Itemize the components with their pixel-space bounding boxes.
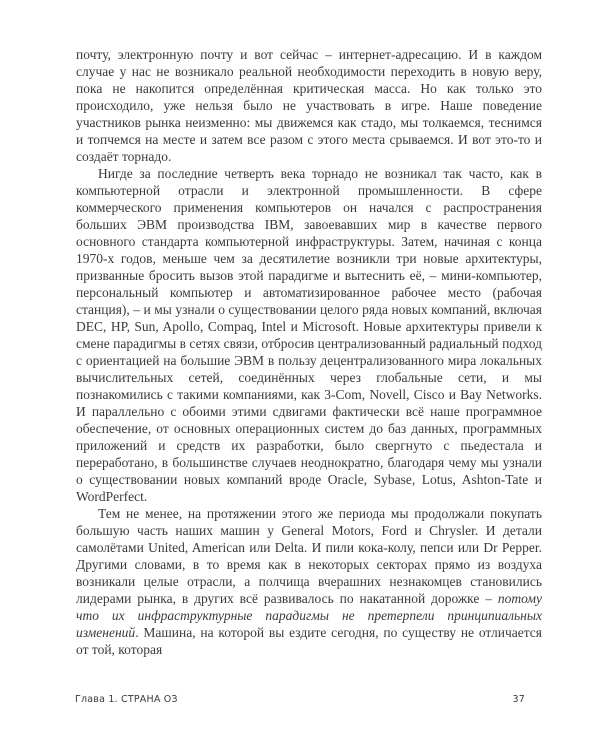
body-text [76, 46, 542, 658]
paragraph-text-after-italic: . Машина, на которой вы ездите сегодня, по существу не отличается от той, которая [76, 625, 542, 657]
paragraph-stable-industries [76, 505, 542, 658]
chapter-title: Глава 1. СТРАНА ОЗ [75, 694, 178, 705]
paragraph-continuation: почту, электронную почту и вот сейчас – интернет-адресацию. И в каждом случае у нас не возникало реальной необходимости переходить в новую веру, пока не накопится определённая критическая масса. Но как только это происходило, уже нельзя было не участвовать в игре. Наше поведение участников рынка неизменно: мы движемся как стадо, мы толкаемся, теснимся и топчемся на месте и затем все разом с этого места срываемся. И вот это-то и создаёт торнадо. [76, 47, 542, 164]
paragraph-text-before-italic: Тем не менее, на протяжении этого же периода мы продолжали покупать большую часть наших машин у General Motors, Ford и Chrysler. И детали самолётами United, American или Delta. И пили кока-колу, пепси или Dr Pepper. Другими словами, в то время как в некоторых секторах прямо из воздуха возникали целые отрасли, а полчища вчерашних незнакомцев становились лидерами рынка, в других всё развивалось по накатанной дорожке – [76, 506, 542, 606]
italic-emphasis: потому что их инфраструктурные парадигмы не претерпели принципиальных изменений [76, 591, 542, 640]
paragraph-tornado-history: Нигде за последние четверть века торнадо не возникал так часто, как в компьютерной отрасли и электронной промышленности. В сфере коммерческого применения компьютеров он начался с распространения больших ЭВМ производства IBM, завоевавших мир в качестве первого основного стандарта компьютерной инфраструктуры. Затем, начиная с конца 1970-х годов, меньше чем за десятилетие возникли три новые архитектуры, призванные бросить вызов этой парадигме и вытеснить её, – мини-компьютер, персональный компьютер и автоматизированное рабочее место (рабочая станция), – и мы узнали о существовании целого ряда новых компаний, включая DEC, HP, Sun, Apollo, Compaq, Intel и Microsoft. Новые архитектуры привели к смене парадигмы в сетях связи, отбросив централизованный радиальный подход с ориентацией на большие ЭВМ в пользу децентрализованного мира локальных вычислительных сетей, соединённых через глобальные сети, и мы познакомились с такими компаниями, как 3-Com, Novell, Cisco и Bay Networks. И параллельно с обоими этими сдвигами фактически всё наше программное обеспечение, от основных операционных систем до баз данных, программных приложений и средств их разработки, было свергнуто с пьедестала и переработано, в большинстве случаев неоднократно, благодаря чему мы узнали о существовании новых компаний вроде Oracle, Sybase, Lotus, Ashton-Tate и WordPerfect. [76, 166, 542, 504]
page-number: 37 [512, 694, 525, 705]
page-footer [75, 694, 525, 708]
